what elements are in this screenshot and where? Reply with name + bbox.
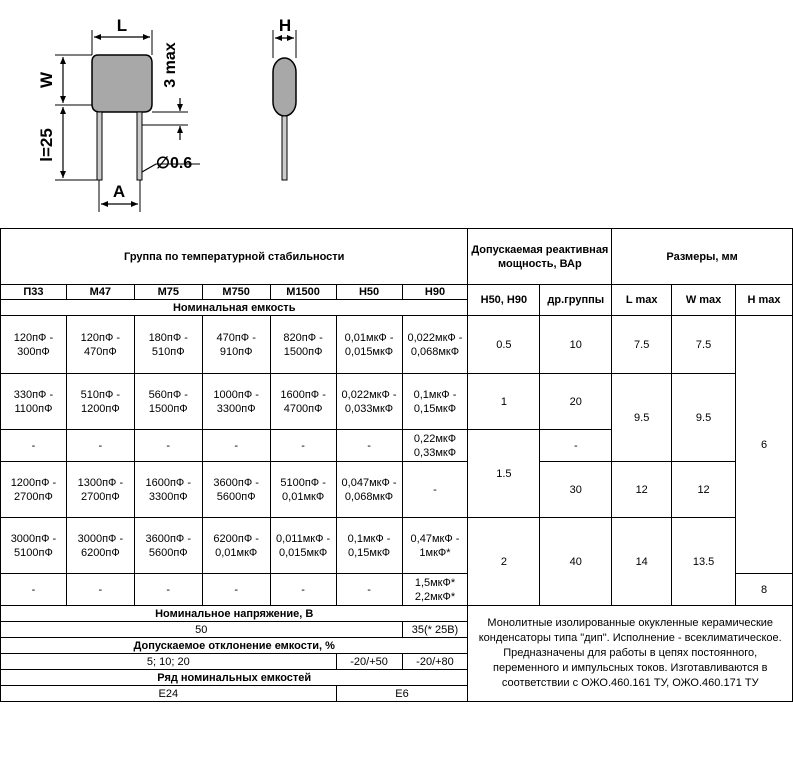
cap-cell: 510пФ - 1200пФ — [66, 374, 134, 430]
label-L: L — [116, 16, 128, 35]
cap-cell: 0,022мкФ - 0,068мкФ — [402, 316, 468, 374]
cap-cell: 1000пФ - 3300пФ — [202, 374, 270, 430]
cap-cell: 1200пФ - 2700пФ — [1, 462, 67, 518]
group-m750: М750 — [202, 285, 270, 300]
capacitor-side-view — [273, 58, 296, 180]
h-max-6-cell: 6 — [736, 316, 793, 574]
cap-cell: 0,047мкФ - 0,068мкФ — [336, 462, 402, 518]
cap-cell: 3600пФ - 5600пФ — [202, 462, 270, 518]
cap-cell: 5100пФ - 0,01мкФ — [270, 462, 336, 518]
power-o-cell: 10 — [540, 316, 612, 374]
l-max-cell: 12 — [612, 462, 672, 518]
voltage-label: Номинальное напряжение, В — [1, 606, 468, 622]
cap-cell: 6200пФ - 0,01мкФ — [202, 518, 270, 574]
cap-cell: 0,011мкФ - 0,015мкФ — [270, 518, 336, 574]
cap-cell: - — [270, 430, 336, 462]
w-max-cell: 13.5 — [672, 518, 736, 606]
cap-cell: - — [66, 574, 134, 606]
cap-cell: 1300пФ - 2700пФ — [66, 462, 134, 518]
voltage-h90-value: 35(* 25В) — [402, 622, 468, 638]
cap-cell: 470пФ - 910пФ — [202, 316, 270, 374]
cap-cell: 1600пФ - 3300пФ — [134, 462, 202, 518]
cap-cell: - — [134, 430, 202, 462]
cap-cell: 820пФ - 1500пФ — [270, 316, 336, 374]
label-A: A — [112, 182, 126, 201]
power-o-cell: 20 — [540, 374, 612, 430]
group-m1500: М1500 — [270, 285, 336, 300]
h-max-8-cell: 8 — [736, 574, 793, 606]
cap-cell: - — [336, 430, 402, 462]
subheader-power-h50-h90: Н50, Н90 — [468, 285, 540, 316]
cap-cell: 180пФ - 510пФ — [134, 316, 202, 374]
w-max-cell: 7.5 — [672, 316, 736, 374]
header-dimensions: Размеры, мм — [612, 229, 793, 285]
group-m47: М47 — [66, 285, 134, 300]
cap-cell: 120пФ - 470пФ — [66, 316, 134, 374]
cap-cell: 0,022мкФ - 0,033мкФ — [336, 374, 402, 430]
power-h-cell: 1 — [468, 374, 540, 430]
cap-cell: 3600пФ - 5600пФ — [134, 518, 202, 574]
cap-cell: 120пФ - 300пФ — [1, 316, 67, 374]
dimension-diameter — [142, 155, 200, 172]
l-max-cell: 9.5 — [612, 374, 672, 462]
cap-cell: 0,01мкФ - 0,015мкФ — [336, 316, 402, 374]
cap-cell: 1600пФ - 4700пФ — [270, 374, 336, 430]
group-h90: Н90 — [402, 285, 468, 300]
header-reactive-power: Допускаемая реактивная мощность, ВАр — [468, 229, 612, 285]
w-max-cell: 12 — [672, 462, 736, 518]
dimension-lead-length — [37, 107, 97, 180]
group-m75: М75 — [134, 285, 202, 300]
cap-cell: - — [134, 574, 202, 606]
specification-table — [0, 228, 793, 702]
cap-cell: - — [270, 574, 336, 606]
group-p33: П33 — [1, 285, 67, 300]
label-l25: l=25 — [37, 128, 56, 162]
cap-cell: 3000пФ - 5100пФ — [1, 518, 67, 574]
product-description: Монолитные изолированные окукленные керамические конденсаторы типа "дип". Исполнение - всеклиматическое. Предназначены для работы в цепях постоянного, переменного и импульсных токов. Изготавливаются в соответствии с ОЖО.460.161 ТУ, ОЖО.460.171 ТУ — [468, 606, 793, 702]
cap-cell: - — [402, 462, 468, 518]
cap-cell: 0,22мкФ 0,33мкФ — [402, 430, 468, 462]
header-temperature-group: Группа по температурной стабильности — [1, 229, 468, 285]
series-label: Ряд номинальных емкостей — [1, 670, 468, 686]
dimension-L — [92, 16, 152, 55]
series-value: Е24 — [1, 686, 337, 702]
dimension-W — [37, 55, 92, 105]
power-o-cell: 40 — [540, 518, 612, 606]
cap-cell: - — [202, 430, 270, 462]
w-max-cell: 9.5 — [672, 374, 736, 462]
series-h-value: Е6 — [336, 686, 468, 702]
cap-cell: - — [1, 430, 67, 462]
cap-cell: - — [1, 574, 67, 606]
power-o-cell: - — [540, 430, 612, 462]
cap-cell: 0,1мкФ - 0,15мкФ — [402, 374, 468, 430]
group-h50: Н50 — [336, 285, 402, 300]
l-max-cell: 7.5 — [612, 316, 672, 374]
cap-cell: - — [336, 574, 402, 606]
power-o-cell: 30 — [540, 462, 612, 518]
l-max-cell: 14 — [612, 518, 672, 606]
power-h-cell: 1.5 — [468, 430, 540, 518]
tolerance-label: Допускаемое отклонение емкости, % — [1, 638, 468, 654]
voltage-value: 50 — [1, 622, 403, 638]
dimension-A — [99, 180, 140, 212]
power-h-cell: 0.5 — [468, 316, 540, 374]
subheader-w-max: W max — [672, 285, 736, 316]
cap-cell: - — [202, 574, 270, 606]
cap-cell: 0,1мкФ - 0,15мкФ — [336, 518, 402, 574]
subheader-h-max: H max — [736, 285, 793, 316]
capacitor-dimension-drawing — [0, 0, 793, 228]
tolerance-value: 5; 10; 20 — [1, 654, 337, 670]
label-3max: 3 max — [162, 42, 179, 88]
subheader-l-max: L max — [612, 285, 672, 316]
capacitor-front-view — [92, 55, 152, 180]
cap-cell: - — [66, 430, 134, 462]
cap-cell: 330пФ - 1100пФ — [1, 374, 67, 430]
cap-cell: 1,5мкФ* 2,2мкФ* — [402, 574, 468, 606]
label-W: W — [37, 71, 56, 89]
power-h-cell: 2 — [468, 518, 540, 606]
tolerance-h90-value: -20/+80 — [402, 654, 468, 670]
subheader-power-other: др.группы — [540, 285, 612, 316]
label-diameter: ∅0.6 — [156, 155, 193, 172]
label-H: H — [278, 16, 292, 35]
dimension-H — [273, 16, 296, 58]
tolerance-h50-value: -20/+50 — [336, 654, 402, 670]
cap-cell: 3000пФ - 6200пФ — [66, 518, 134, 574]
nominal-capacitance-label: Номинальная емкость — [1, 300, 468, 316]
cap-cell: 0,47мкФ - 1мкФ* — [402, 518, 468, 574]
cap-cell: 560пФ - 1500пФ — [134, 374, 202, 430]
